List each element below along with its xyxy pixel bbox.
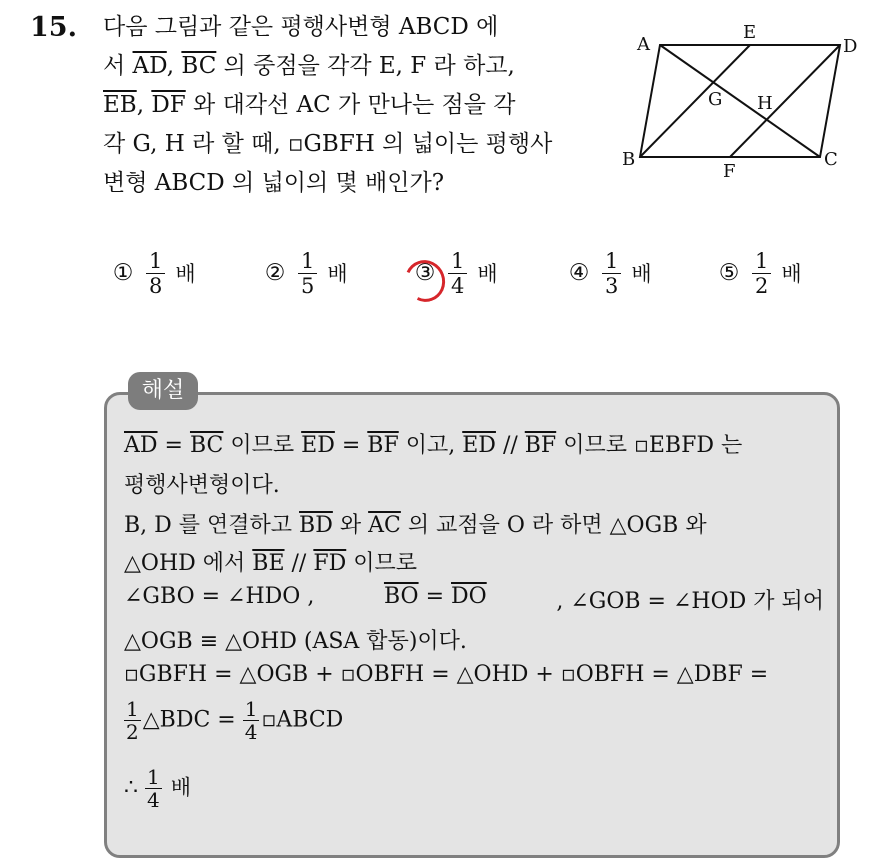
choice-5[interactable] xyxy=(714,238,802,308)
diagonal-ac xyxy=(660,45,820,157)
answer-mark-circle xyxy=(399,254,451,307)
choice-3[interactable] xyxy=(410,238,498,308)
segment-bc: $\overline{BC}$ xyxy=(181,53,217,79)
choice-fraction: $\frac{1}{8}$ xyxy=(146,249,165,298)
solution-line-9: ∴ $\frac{1}{4}$ 배 xyxy=(124,765,192,812)
answer-choices xyxy=(0,238,884,308)
label-f: F xyxy=(723,161,736,182)
choice-unit: 배 xyxy=(631,262,652,286)
solution-line-1: $\overline{AD} = \overline{BC}$ 이므로 $\overline{ED} = \overline{BF}$ 이고, $\overline{ED} // \overline{BF}$ 이므로 ▫EBFD 는 xyxy=(124,433,743,458)
question-line-2: 서 $\overline{AD}$, $\overline{BC}$ 의 중점을 각각 E, F 라 하고, xyxy=(103,53,515,79)
question-line-1: 다음 그림과 같은 평행사변형 ABCD 에 xyxy=(103,14,499,40)
solution-line-5: ∠GBO = ∠HDO , $\overline{BO} = \overline{DO}$ , ∠GOB = ∠HOD 가 되어 xyxy=(124,584,824,614)
solution-tag: 해설 xyxy=(128,372,198,410)
solution-line-7: ▫GBFH = △OGB + ▫OBFH = △OHD + ▫OBFH = △DBF = xyxy=(124,662,769,687)
label-e: E xyxy=(743,22,757,43)
choice-fraction: $\frac{1}{3}$ xyxy=(602,249,621,298)
solution-line-6: △OGB ≡ △OHD (ASA 합동)이다. xyxy=(124,629,467,654)
choice-fraction: $\frac{1}{2}$ xyxy=(752,249,771,298)
choice-unit: 배 xyxy=(781,262,802,286)
choice-number: ⑤ xyxy=(718,260,740,286)
label-d: D xyxy=(843,36,858,57)
choice-number: ③ xyxy=(410,260,440,286)
choice-number: ② xyxy=(264,260,286,286)
choice-unit: 배 xyxy=(175,262,196,286)
choice-unit: 배 xyxy=(477,262,498,286)
segment-df: $\overline{DF}$ xyxy=(151,92,186,118)
question-line-4: 각 G, H 라 할 때, ▫GBFH 의 넓이는 평행사 xyxy=(103,131,553,157)
label-g: G xyxy=(708,89,723,110)
label-h: H xyxy=(757,93,773,114)
fraction-one-half: $\frac{1}{2}$ xyxy=(126,697,139,744)
choice-fraction: $\frac{1}{4}$ xyxy=(448,249,467,298)
segment-eb: $\overline{EB}$ xyxy=(103,92,137,118)
solution-line-3: B, D 를 연결하고 $\overline{BD}$ 와 $\overline{AC}$ 의 교점을 O 라 하면 △OGB 와 xyxy=(124,513,707,538)
choice-4[interactable] xyxy=(564,238,652,308)
fraction-answer: $\frac{1}{4}$ xyxy=(147,765,160,812)
parallelogram-figure xyxy=(615,20,865,190)
solution-line-4: △OHD 에서 $\overline{BE} // \overline{FD}$ 이므로 xyxy=(124,551,418,576)
question-number: 15. xyxy=(30,12,77,43)
choice-number: ① xyxy=(112,260,134,286)
fraction-one-quarter: $\frac{1}{4}$ xyxy=(244,697,258,744)
solution-line-8: $\frac{1}{2}$ △BDC = $\frac{1}{4}$ ▫ABCD xyxy=(126,697,344,744)
choice-fraction: $\frac{1}{5}$ xyxy=(298,249,317,298)
label-c: C xyxy=(824,149,838,170)
choice-2[interactable] xyxy=(260,238,348,308)
question-line-3: $\overline{EB}$, $\overline{DF}$ 와 대각선 AC 가 만나는 점을 각 xyxy=(103,92,516,118)
choice-number: ④ xyxy=(568,260,590,286)
label-a: A xyxy=(637,34,650,55)
question-text xyxy=(103,8,603,203)
solution-line-2: 평행사변형이다. xyxy=(124,473,280,498)
choice-1[interactable] xyxy=(108,238,196,308)
label-b: B xyxy=(622,149,636,170)
choice-unit: 배 xyxy=(327,262,348,286)
segment-ad: $\overline{AD}$ xyxy=(132,53,167,79)
question-line-5: 변형 ABCD 의 넓이의 몇 배인가? xyxy=(103,170,445,196)
